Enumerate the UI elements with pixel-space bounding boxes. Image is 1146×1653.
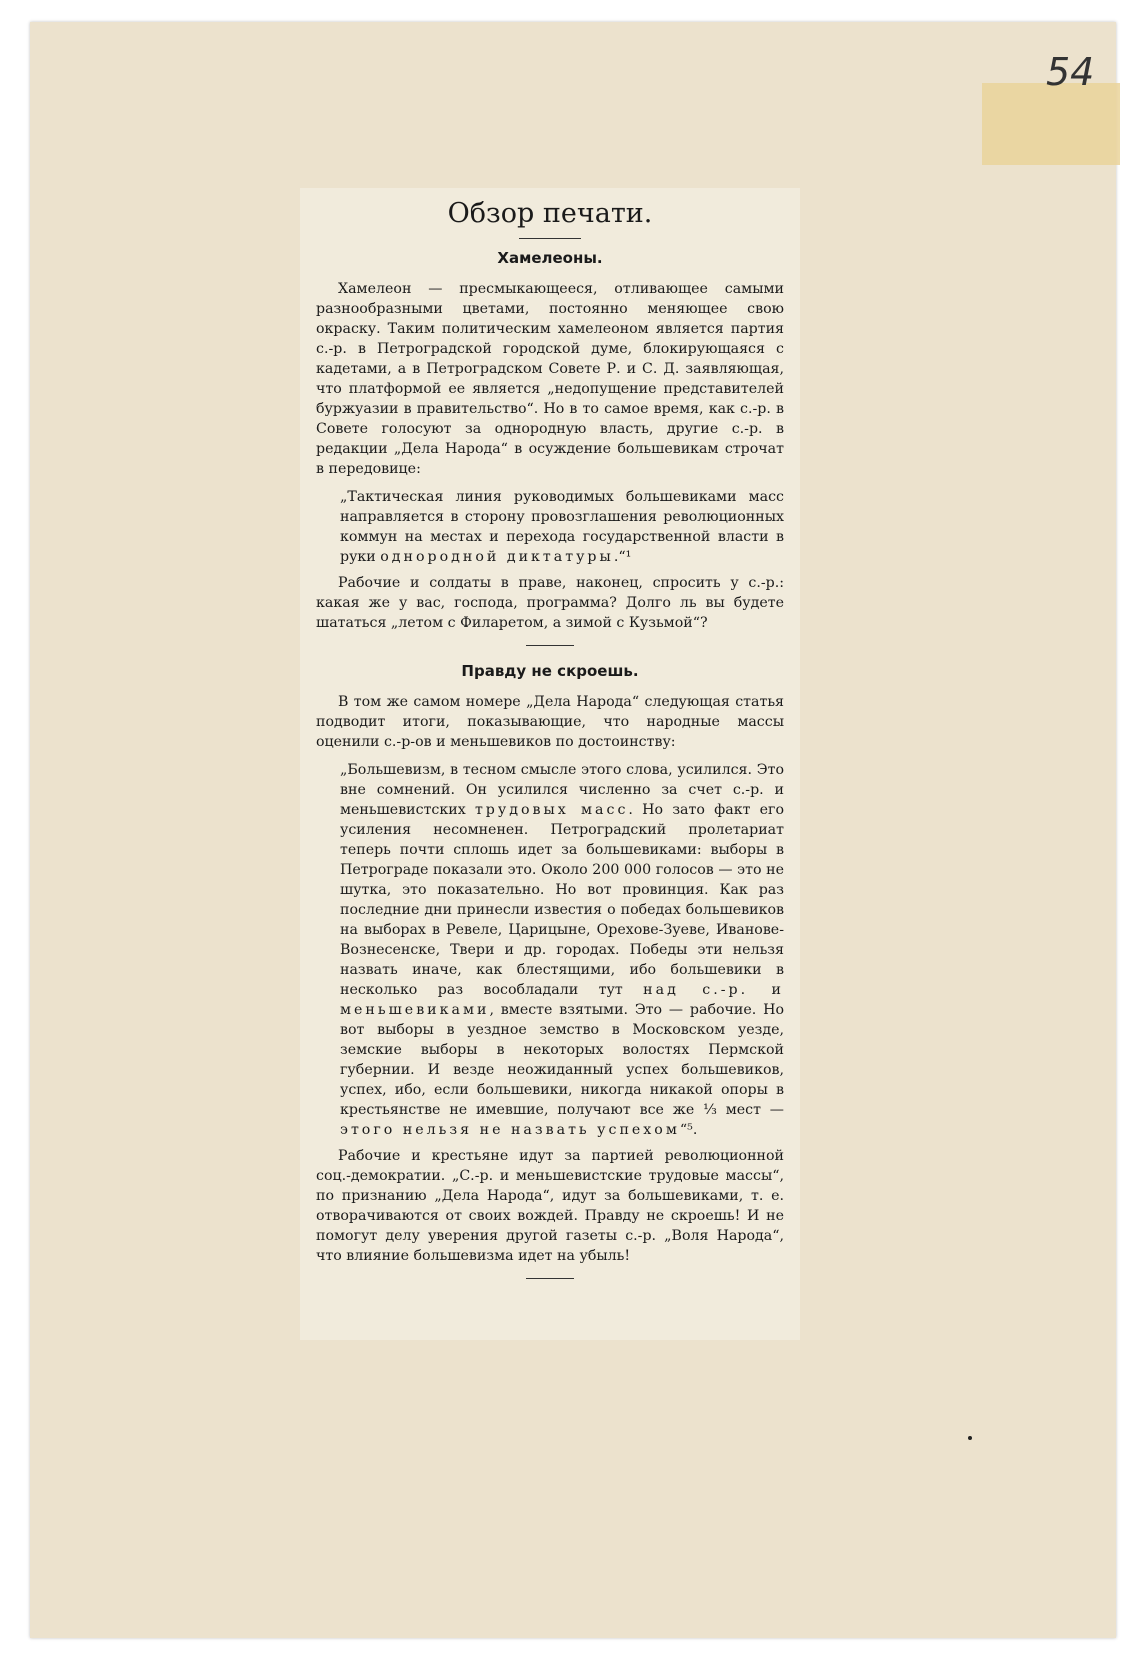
paragraph: Рабочие и солдаты в праве, наконец, спросить у с.-р.: какая же у вас, господа, программа? Долго ль вы будете шататься „летом с Филаретом, а зимой с Кузьмой“? bbox=[316, 575, 784, 632]
ink-dot bbox=[968, 1436, 972, 1440]
quote-text: .“¹ bbox=[613, 549, 632, 566]
article-title: Обзор печати. bbox=[447, 198, 653, 229]
quote-block bbox=[340, 760, 784, 1140]
quote-emphasis: над с.-р. и меньшевиками bbox=[340, 982, 784, 1019]
quote-text: „Тактическая линия руководимых большевиками масс направляется в сторону провозглашения революционных коммун на местах и перехода государственной власти в руки bbox=[340, 489, 784, 566]
quote-block bbox=[340, 487, 784, 567]
quote-emphasis: трудовых масс bbox=[474, 802, 629, 819]
quote-emphasis: однородной диктатуры bbox=[380, 549, 614, 566]
page-number: 54 bbox=[1046, 50, 1095, 94]
title-rule bbox=[519, 238, 581, 239]
quote-text: „Большевизм, в тесном смысле этого слова, усилился. Это вне сомнений. Он усилился численно за счет с.-р. и меньшевистских bbox=[340, 762, 784, 819]
quote-emphasis: этого нельзя не назвать успехом bbox=[340, 1122, 680, 1139]
quote-text: , вместе взятыми. Это — рабочие. Но вот выборы в уездное земство в Московском уезде, земские выборы в некоторых волостях Пермской губернии. И везде неожиданный успех большевиков, успех, ибо, если большевики, никогда никакой опоры в крестьянстве не имевшие, получают все же ⅓ мест — bbox=[340, 1002, 784, 1119]
end-divider bbox=[526, 1278, 574, 1279]
paragraph: Рабочие и крестьяне идут за партией революционной соц.-демократии. „С.-р. и меньшевистские трудовые массы“, по признанию „Дела Народа“, идут за большевиками, т. е. отворачиваются от своих вождей. Правду не скроешь! И не помогут делу уверения другой газеты с.-р. „Воля Народа“, что влияние большевизма идет на убыль! bbox=[316, 1148, 784, 1265]
newspaper-clipping bbox=[300, 188, 800, 1340]
adhesive-tape bbox=[982, 83, 1120, 165]
section-heading-chameleons: Хамелеоны. bbox=[497, 249, 603, 268]
quote-text: “⁵. bbox=[679, 1122, 698, 1139]
paragraph: В том же самом номере „Дела Народа“ следующая статья подводит итоги, показывающие, что народные массы оценили с.-р-ов и меньшевиков по достоинству: bbox=[316, 694, 784, 751]
section-divider bbox=[526, 645, 574, 646]
paragraph: Хамелеон — пресмыкающееся, отливающее самыми разнообразными цветами, постоянно меняющее свою окраску. Таким политическим хамелеоном является партия с.-р. в Петроградской городской думе, блокирующаяся с кадетами, а в Петроградском Совете Р. и С. Д. заявляющая, что платформой ее является „недопущение представителей буржуазии в правительство“. Но в то самое время, как с.-р. в Совете голосуют за однородную власть, другие с.-р. в редакции „Дела Народа“ в осуждение большевикам строчат в передовице: bbox=[316, 281, 784, 478]
quote-text: . Но зато факт его усиления несомненен. Петроградский пролетариат теперь почти сплошь идет за большевиками: выборы в Петрограде показали это. Около 200 000 голосов — это не шутка, это показательно. Но вот провинция. Как раз последние дни принесли известия о победах большевиков на выборах в Ревеле, Царицыне, Орехове-Зуеве, Иванове-Вознесенске, Твери и др. городах. Победы эти нельзя назвать иначе, как блестящими, ибо большевики в несколько раз вособладали тут bbox=[340, 802, 785, 999]
section-heading-truth: Правду не скроешь. bbox=[461, 662, 639, 681]
